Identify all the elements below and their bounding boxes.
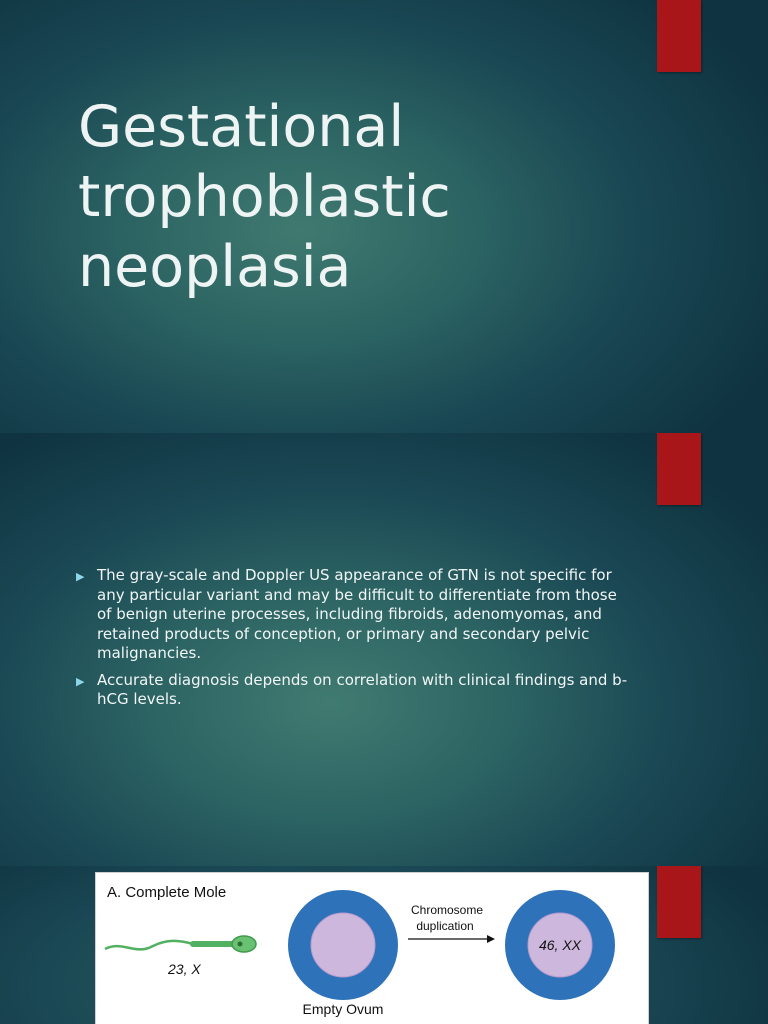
accent-tab — [657, 866, 701, 938]
bullet-item — [74, 566, 634, 664]
ovum-label: Empty Ovum — [302, 1001, 384, 1017]
accent-tab — [657, 0, 701, 72]
bullet-text: Accurate diagnosis depends on correlation with clinical findings and b-hCG levels. — [97, 670, 628, 708]
title-line: Gestational — [78, 94, 405, 160]
bullet-item — [74, 671, 634, 710]
complete-mole-figure — [95, 872, 649, 1024]
complete-mole-diagram — [95, 872, 649, 1024]
slide-title — [0, 0, 768, 433]
arrow-label-line1: Chromosome — [410, 903, 484, 917]
accent-tab — [657, 433, 701, 505]
result-label: 46, XX — [538, 937, 582, 953]
slide-bullets — [0, 433, 768, 866]
figure-heading: A. Complete Mole — [107, 884, 227, 901]
slide-figure — [0, 866, 768, 1024]
arrow-label-line2: duplication — [416, 919, 474, 933]
triangle-bullet-icon: ▶ — [76, 674, 85, 688]
title-line: trophoblastic — [78, 164, 451, 230]
empty-ovum-icon — [288, 890, 398, 1000]
title-line: neoplasia — [78, 234, 352, 300]
sperm-label: 23, X — [168, 961, 201, 977]
bullet-list — [74, 566, 634, 717]
triangle-bullet-icon: ▶ — [76, 570, 85, 583]
bullet-text: The gray-scale and Doppler US appearance of GTN is not specific for any particular variant and may be difficult to differentiate from those of benign uterine processes, including fibroids, adenomyomas, and retained products of conception, or primary and secondary pelvic malignancies. — [97, 566, 617, 662]
slide-title-heading — [78, 92, 451, 302]
